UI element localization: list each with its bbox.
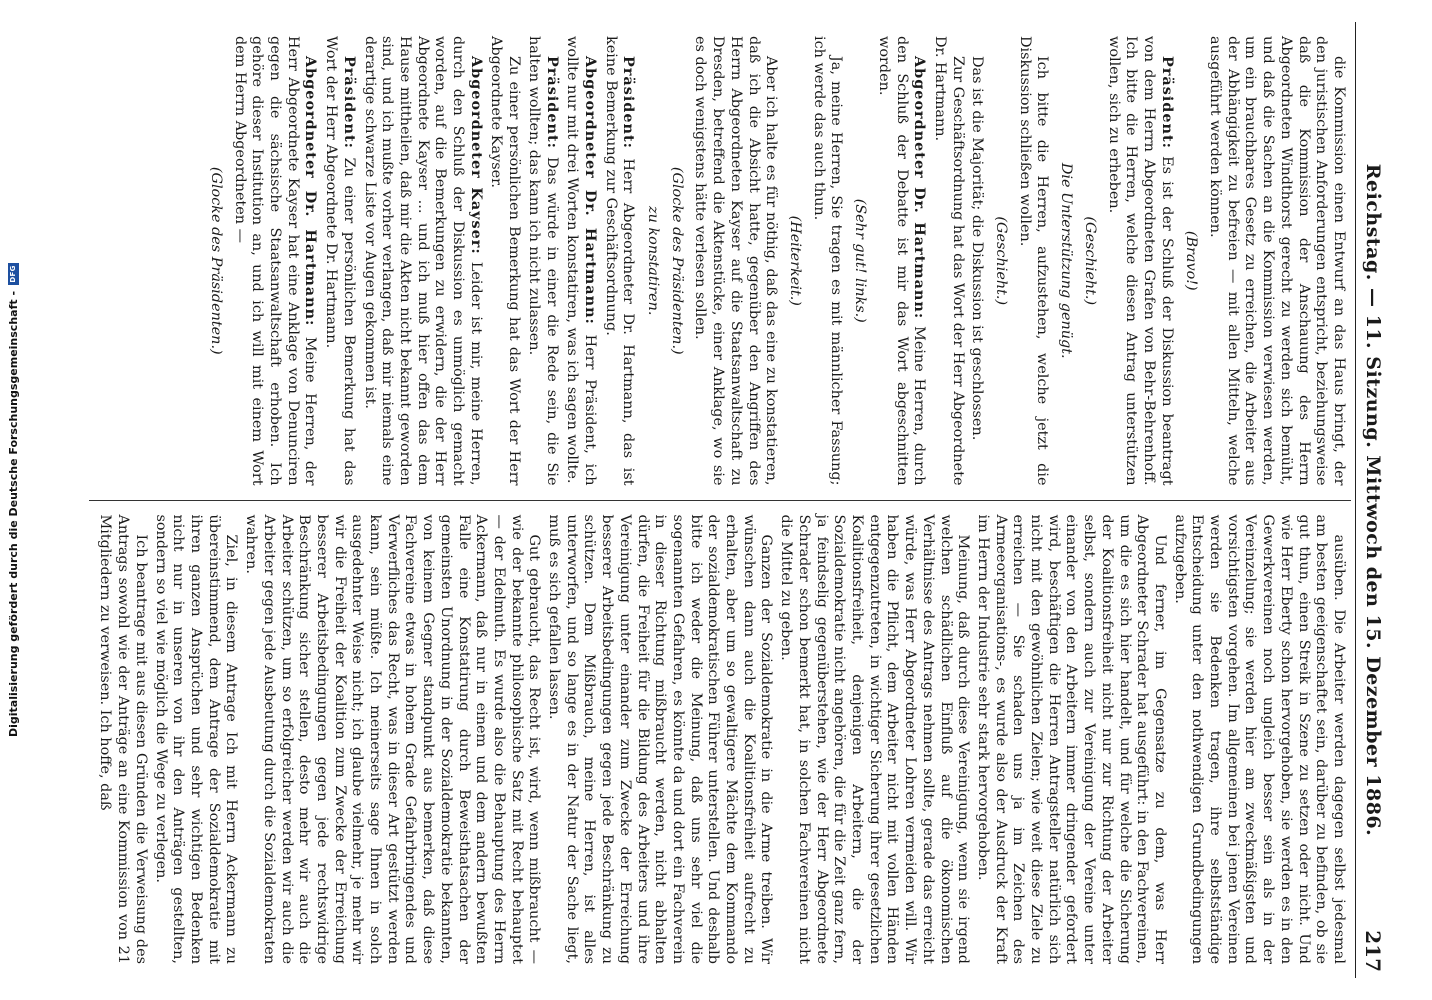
page-content-rotated [90,22,1390,978]
left-column-paragraph: Aber ich halte es für nöthig, daß das eine zu konstatieren, daß ich die Absicht hatte, gegenüber den Angriffen des Herrn Abgeordneten Kayser auf die Staatsanwaltschaft zu Dresden, betreffend die Aktenstücke, einer Anklage, wo sie es doch wenigstens hätte verlesen sollen. [692,36,780,486]
left-column-paragraph: Präsident: Zu einer persönlichen Bemerkung hat das Wort der Herr Abgeordnete Dr. Hartmann. [323,36,358,486]
left-column-paragraph: (Glocke des Präsidenten.) [207,166,224,355]
digitization-credit [5,10,21,990]
speaker-name: Präsident: [340,56,358,149]
page-number: 217 [1361,930,1385,972]
left-column-paragraph: Präsident: Es ist der Schluß der Diskussion beantragt von dem Herrn Abgeordneten Grafen von Behr-Behrenhoff. Ich bitte die Herren, welche diesen Antrag unterstützen wollen, sich zu erheben. [1105,36,1176,486]
right-column-paragraph: Ich beantrage mit aus diesen Gründen die Verweisung des Antrags sowohl wie der Anträge an eine Kommission von 21 Mitgliedern zu verweisen. Ich hoffe, daß [97,514,149,964]
left-column-paragraph: zu konstatiren. [645,206,662,316]
right-column-paragraph: Meinung, daß durch diese Vereinigung, wenn sie irgend welchen schädlichen Einfluß auf die ökonomischen Verhältnisse des Antrags nehmen sollte, gerade das erreicht würde, was Herr Abgeordneter Lohren vermeiden will. Wir haben die Pflicht, dem Arbeiter nicht mit vollen Händen entgegenzutreten, in wichtiger Sicherung ihrer gesetzlichen Koalitionsfreiheit, denjenigen Arbeitern, die der Sozialdemokratie nicht angehören, die für die Zeit ganz fern, ja feindselig gegenüberstehen, wie der Herr Abgeordnete Schrader schon bemerkt hat, in solchen Fachvereinen nicht die Mittel zu geben. [778,514,972,964]
speaker-name: Abgeordneter Dr. Hartmann: [911,56,929,320]
page-title: Reichstag. — 11. Sitzung. Mittwoch den 15. Dezember 1886. [1362,163,1384,837]
left-column-paragraph: Abgeordneter Kayser: Leider ist mir, meine Herren, durch den Schluß der Diskussion es unmöglich gemacht worden, auf die Bemerkungen zu erwidern, die der Herr Abgeordnete Kayser ... und ich muß hier offen das dem Hause mittheilen, daß mir die Akten nicht bekannt geworden sind, und ich mußte vorher verlangen, daß mir niemals eine derartige schwarze Liste vor Augen gekommen ist. [361,36,485,486]
digitization-credit-text: Digitalisierung gefördert durch die Deutsche Forschungsgemeinschaft - [6,290,20,738]
left-column-paragraph: (Glocke des Präsidenten.) [668,166,685,355]
scanned-page [90,22,1390,978]
left-column-paragraph: (Bravo!) [1183,230,1200,291]
speaker-name: Abgeordneter Dr. Hartmann: [302,56,320,327]
speaker-name: Präsident: [620,56,638,149]
left-column-paragraph: Abgeordneter Dr. Hartmann: Meine Herren, durch den Schluß der Debatte ist mir das Wort abgeschnitten worden. [875,36,929,486]
left-column-paragraph: Ja, meine Herren, Sie tragen es mit männlicher Fassung; ich werde das auch thun. [810,36,845,486]
page-header [1355,22,1390,978]
left-column-paragraph: Zu einer persönlichen Bemerkung hat das Wort der Herr Abgeordnete Kayser. [488,36,523,486]
left-column-paragraph: (Sehr gut! links.) [852,198,869,323]
right-column-paragraph: Gut gebraucht, das Recht ist, wird, wenn mißbraucht — wie der bekannte philosophische Satz mit Recht behauptet — der Edelmuth. Es wurde also die Behauptung des Herrn Ackermann, daß nur in einem und dem andern bewußten Falle eine Konstatirung durch Beweisthatsachen der gemeinsten Unordnung in der Sozialdemokratie bekannten, von keinem Gegner standpunkt aus bemerken, daß diese Fachvereine etwas in hohem Grade Gefahrbringendes und Verwerfliches das Recht, was in dieser Art gestützt werden kann, sein müßte. Ich meinerseits sage Ihnen in solch ausgedehnter Weise nicht; ich glaube vielmehr, je mehr wir wir die Freiheit der Koalition zum Zwecke der Erreichung besserer Arbeitsbedingungen gegen jede rechtswidrige Beschränkung sicher stellen, desto mehr wir auch die Arbeiter schützen, um so erfolgreicher werden wir auch die Arbeiter gegen jede Ausbeutung durch die Sozialdemokraten wahren. [243,514,543,964]
right-column [89,501,1351,979]
right-column-paragraph: Ziel, in diesem Antrage Ich mit Herrn Ackermann zu übereinstimmend, dem Antrage der Sozialdemokratie mit ihren ganzen Ansprüchen und sehr wichtigen Bedenken nicht nur in unseren von ihr den Anträgen gestellten, sondern so viel wie möglich die Wege zu verlegen. [152,514,240,964]
speaker-name: Präsident: [1158,56,1176,149]
left-column-paragraph: (Geschieht.) [1081,216,1098,306]
left-column-paragraph: Ich bitte die Herren, aufzustehen, welche jetzt die Diskussion schließen wollen. [1016,36,1051,486]
text-columns [89,22,1355,978]
left-column-paragraph: (Heiterkeit.) [787,215,804,306]
right-column-paragraph: Und ferner, im Gegensatze zu dem, was Herr Abgeordneter Schrader hat ausgeführt: in den Fachvereinen, um die es sich hier handelt, und für welche die Sicherung der Koalitionsfreiheit nicht nur zur Richtung der Arbeiter selbst, sondern auch zur Vereinigung der Vereine unter einander von den Arbeitern immer dringender gefordert wird, beschäftigen die Herren Antragsteller natürlich sich nicht mit den gewöhnlichen Zielen; wie weit diese Ziele zu erreichen — Sie schaden uns ja im Zeichen des Armeeorganisations-, es wurde also der Ausdruck der Kraft im Herrn der Industrie sehr stark hervorgehoben. [974,514,1168,964]
speaker-name: Abgeordneter Kayser: [467,56,485,255]
right-column-paragraph: Ganzen der Sozialdemokratie in die Arme treiben. Wir wünschen dann auch die Koalitionsfreiheit aufrecht zu erhalten, aber um so gewaltigere Mächte dem Kommando der sozialdemokratischen Führer unterstellen. Und deshalb bitte ich weder die Meinung, daß uns sehr viel die sogenannten Gefahren, es könnte da und dort ein Fachverein in dieser Richtung mißbraucht werden, nicht abhalten dürfen, die Freiheit für die Bildung des Arbeiters und ihre Vereinigung unter einander zum Zwecke der Erreichung besserer Arbeitsbedingungen gegen jede Beschränkung zu schützen. Dem Mißbrauch, meine Herren, ist alles unterworfen, und so lange es in der Natur der Sache liegt, muß es sich gefallen lassen. [546,514,775,964]
left-column-paragraph: Abgeordneter Dr. Hartmann: Meine Herren, der Herr Abgeordnete Kayser hat eine Anklage von Denunciren gegen die sächsische Staatsanwaltschaft erhoben. Ich gehöre dieser Institution an, und ich will mit einem Wort dem Herrn Abgeordneten — [231,36,320,486]
left-column-paragraph: Die Unterstützung genügt. [1058,162,1075,359]
speaker-name: Präsident: [543,56,561,149]
left-column-paragraph: Zur Geschäftsordnung hat das Wort der Herr Abgeordnete Dr. Hartmann. [931,36,966,486]
left-column-paragraph: Präsident: Herr Abgeordneter Dr. Hartmann, das ist keine Bemerkung zur Geschäftsordnung. [602,36,638,486]
left-column [89,22,1351,500]
speaker-name: Abgeordneter Dr. Hartmann: [581,56,599,325]
left-column-paragraph: Präsident: Das würde in einer die Rede sein, die Sie halten wollten; das kann ich nicht zulassen. [525,36,561,486]
right-column-paragraph: ausüben. Die Arbeiter werden dagegen selbst jedesmal am besten geeigenschaftet sein, darüber zu befinden, ob sie gut thun, einen Streik in Szene zu setzen oder nicht. Und wie Herr Eberty schon hervorgehoben, sie werden es in den Gewerkvereinen noch ungleich besser sein als in der Vereinzelung; sie werden hier am zweckmäßigsten und vorsichtigsten vorgehen. Im allgemeinen bei jenen Vereinen werden sie Bedenken tragen, ihre selbstständige Entscheidung unter den nothwendigen Grundbedingungen aufzugeben. [1171,514,1347,964]
digitization-credit-bar [0,0,26,1000]
left-column-paragraph: die Kommission einen Entwurf an das Haus bringt, der den juristischen Anforderungen entspricht, beziehungsweise daß die Kommission der Anschauung des Herrn Abgeordneten Windthorst gerecht zu werden sich bemüht, und daß die Sachen an die Kommission verwiesen werden, um ein brauchbares Gesetz zu erreichen, die Arbeiter aus der Abhängigkeit zu befreien — mit allen Mitteln, welche ausgeführt werden können. [1207,36,1347,486]
left-column-paragraph: Das ist die Majorität; die Diskussion ist geschlossen. [969,56,986,441]
left-column-paragraph: Abgeordneter Dr. Hartmann: Herr Präsident, ich wollte nur mit drei Worten konstatiren, was ich sagen wollte. [564,36,599,486]
dfg-logo-icon: DFG [8,263,19,285]
left-column-paragraph: (Geschieht.) [993,216,1010,306]
